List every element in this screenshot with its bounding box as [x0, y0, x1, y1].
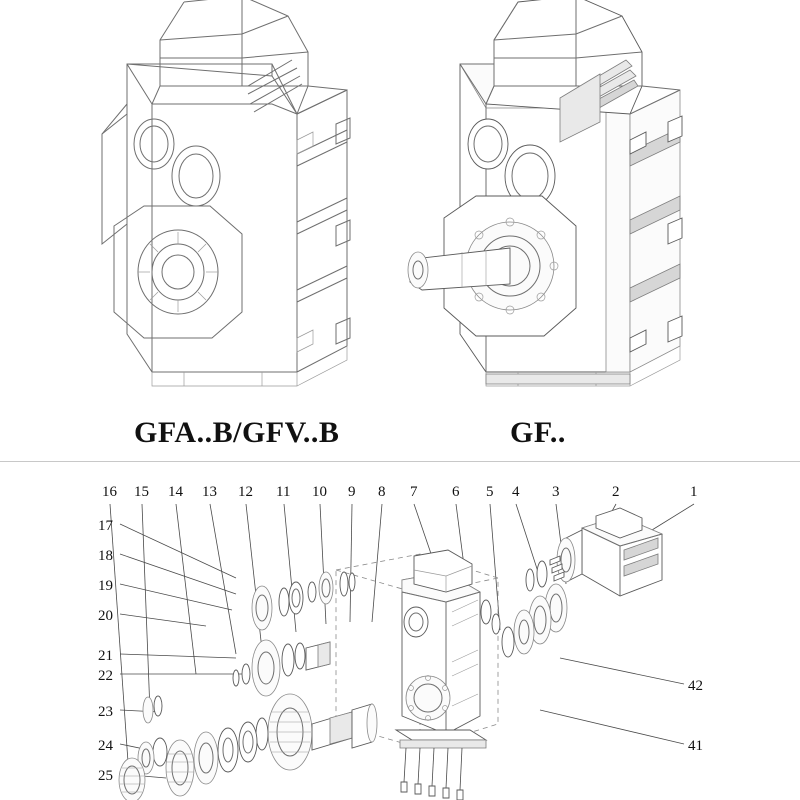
caption-right-figure: GF..	[510, 416, 566, 449]
gear-unit-outline-figure	[92, 0, 382, 394]
exploded-assembly-diagram	[0, 462, 800, 800]
label-13: 13	[202, 484, 217, 500]
label-2: 2	[612, 484, 620, 500]
label-11: 11	[276, 484, 291, 500]
label-19: 19	[98, 578, 113, 594]
caption-left-figure: GFA..B/GFV..B	[134, 416, 340, 449]
gear-unit-shaded-figure	[400, 0, 700, 390]
label-9: 9	[348, 484, 356, 500]
label-14: 14	[168, 484, 183, 500]
label-16: 16	[102, 484, 117, 500]
label-15: 15	[134, 484, 149, 500]
label-5: 5	[486, 484, 494, 500]
label-1: 1	[690, 484, 698, 500]
label-3: 3	[552, 484, 560, 500]
label-20: 20	[98, 608, 113, 624]
label-17: 17	[98, 518, 113, 534]
label-21: 21	[98, 648, 113, 664]
label-10: 10	[312, 484, 327, 500]
label-12: 12	[238, 484, 253, 500]
label-25: 25	[98, 768, 113, 784]
label-8: 8	[378, 484, 386, 500]
label-22: 22	[98, 668, 113, 684]
label-23: 23	[98, 704, 113, 720]
label-7: 7	[410, 484, 418, 500]
label-24: 24	[98, 738, 113, 754]
label-41: 41	[688, 738, 703, 754]
label-42: 42	[688, 678, 703, 694]
exploded-view-section	[0, 462, 800, 800]
label-6: 6	[452, 484, 460, 500]
label-18: 18	[98, 548, 113, 564]
label-4: 4	[512, 484, 520, 500]
